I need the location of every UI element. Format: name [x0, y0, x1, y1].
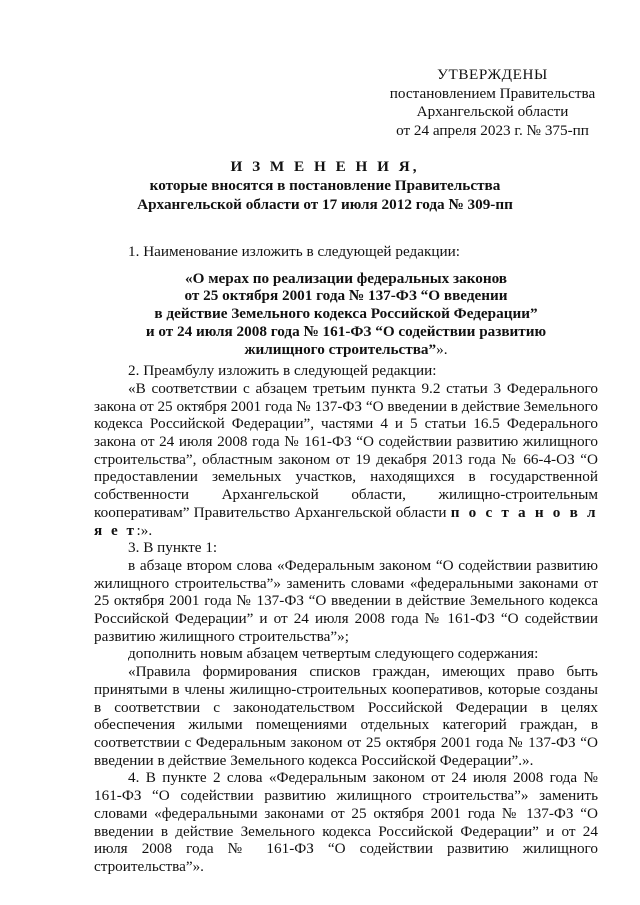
- item-2: 2. Преамбулу изложить в следующей редакции:: [128, 362, 437, 380]
- decree-tail: :».: [136, 521, 153, 539]
- document-body: [94, 243, 598, 876]
- decree-word: п о с т а н о в л я е т: [94, 503, 598, 539]
- quote-line: от 25 октября 2001 года № 137-ФЗ “О введении: [184, 287, 508, 305]
- item-3-paragraph: «Правила формирования списков граждан, имеющих право быть принятыми в члены жилищно-строительных кооперативов, которые созданы в соответствии с законодательством Российской Федерации в целях обеспечения жилыми помещениями отдельных категорий граждан, в соответствии с Федеральным законом от 25 октября 2001 года № 137-ФЗ “О введении в действие Земельного кодекса Российской Федерации”.».: [94, 663, 598, 769]
- approval-line: постановлением Правительства: [389, 84, 596, 102]
- title-heading: И З М Е Н Е Н И Я,: [230, 158, 420, 175]
- title-line: Архангельской области от 17 июля 2012 года № 309-пп: [137, 196, 513, 213]
- document-title: [95, 157, 555, 214]
- item-4: 4. В пункте 2 слова «Федеральным законом от 24 июля 2008 года № 161-ФЗ “О содействии развитию жилищного строительства”» заменить словами «федеральными законами от 25 октября 2001 года № 137-ФЗ “О введении в действие Земельного кодекса Российской Федерации” и от 24 июля 2008 года № 161-ФЗ “О содействии развитию жилищного строительства”».: [94, 769, 598, 875]
- new-title-quote: [94, 270, 598, 359]
- quote-line: «О мерах по реализации федеральных законов: [185, 269, 507, 287]
- quote-line: и от 24 июля 2008 года № 161-ФЗ “О содействии развитию: [145, 322, 547, 340]
- approval-heading: УТВЕРЖДЕНЫ: [437, 66, 548, 83]
- quote-tail: ».: [436, 340, 448, 358]
- item-1: 1. Наименование изложить в следующей редакции:: [128, 243, 460, 260]
- item-3-paragraph: в абзаце втором слова «Федеральным законом “О содействии развитию жилищного строительства”» заменить словами «федеральными законами от 25 октября 2001 года № 137-ФЗ “О введении в действие Земельного кодекса Российской Федерации” и от 24 июля 2008 года № 161-ФЗ “О содействии развитию жилищного строительства”»;: [94, 556, 598, 645]
- item-3-paragraph: дополнить новым абзацем четвертым следующего содержания:: [128, 645, 539, 663]
- preamble-text: «В соответствии с абзацем третьим пункта 9.2 статьи 3 Федерального закона от 25 октября 2001 года № 137-ФЗ “О введении в действие Земельного кодекса Российской Федерации”, частями 4 и 5 статьи 16.5 Федерального закона от 24 июля 2008 года № 161-ФЗ “О содействии развитию жилищного строительства”, областным законом от 19 декабря 2013 года № 66-4-ОЗ “О предоставлении земельных участков, находящихся в государственной собственности Архангельской области, жилищно-строительным кооперативам” Правительство Архангельской области: [94, 379, 598, 521]
- item-3: 3. В пункте 1:: [128, 539, 218, 557]
- quote-line: [94, 341, 598, 359]
- title-line: которые вносятся в постановление Правительства: [149, 177, 501, 194]
- preamble-paragraph: [94, 380, 598, 539]
- quote-line: в действие Земельного кодекса Российской Федерации”: [154, 305, 538, 323]
- quote-last: жилищного строительства”: [244, 340, 437, 358]
- approval-block: [380, 66, 605, 140]
- approval-line: Архангельской области: [416, 103, 569, 120]
- approval-line: от 24 апреля 2023 г. № 375-пп: [396, 121, 589, 139]
